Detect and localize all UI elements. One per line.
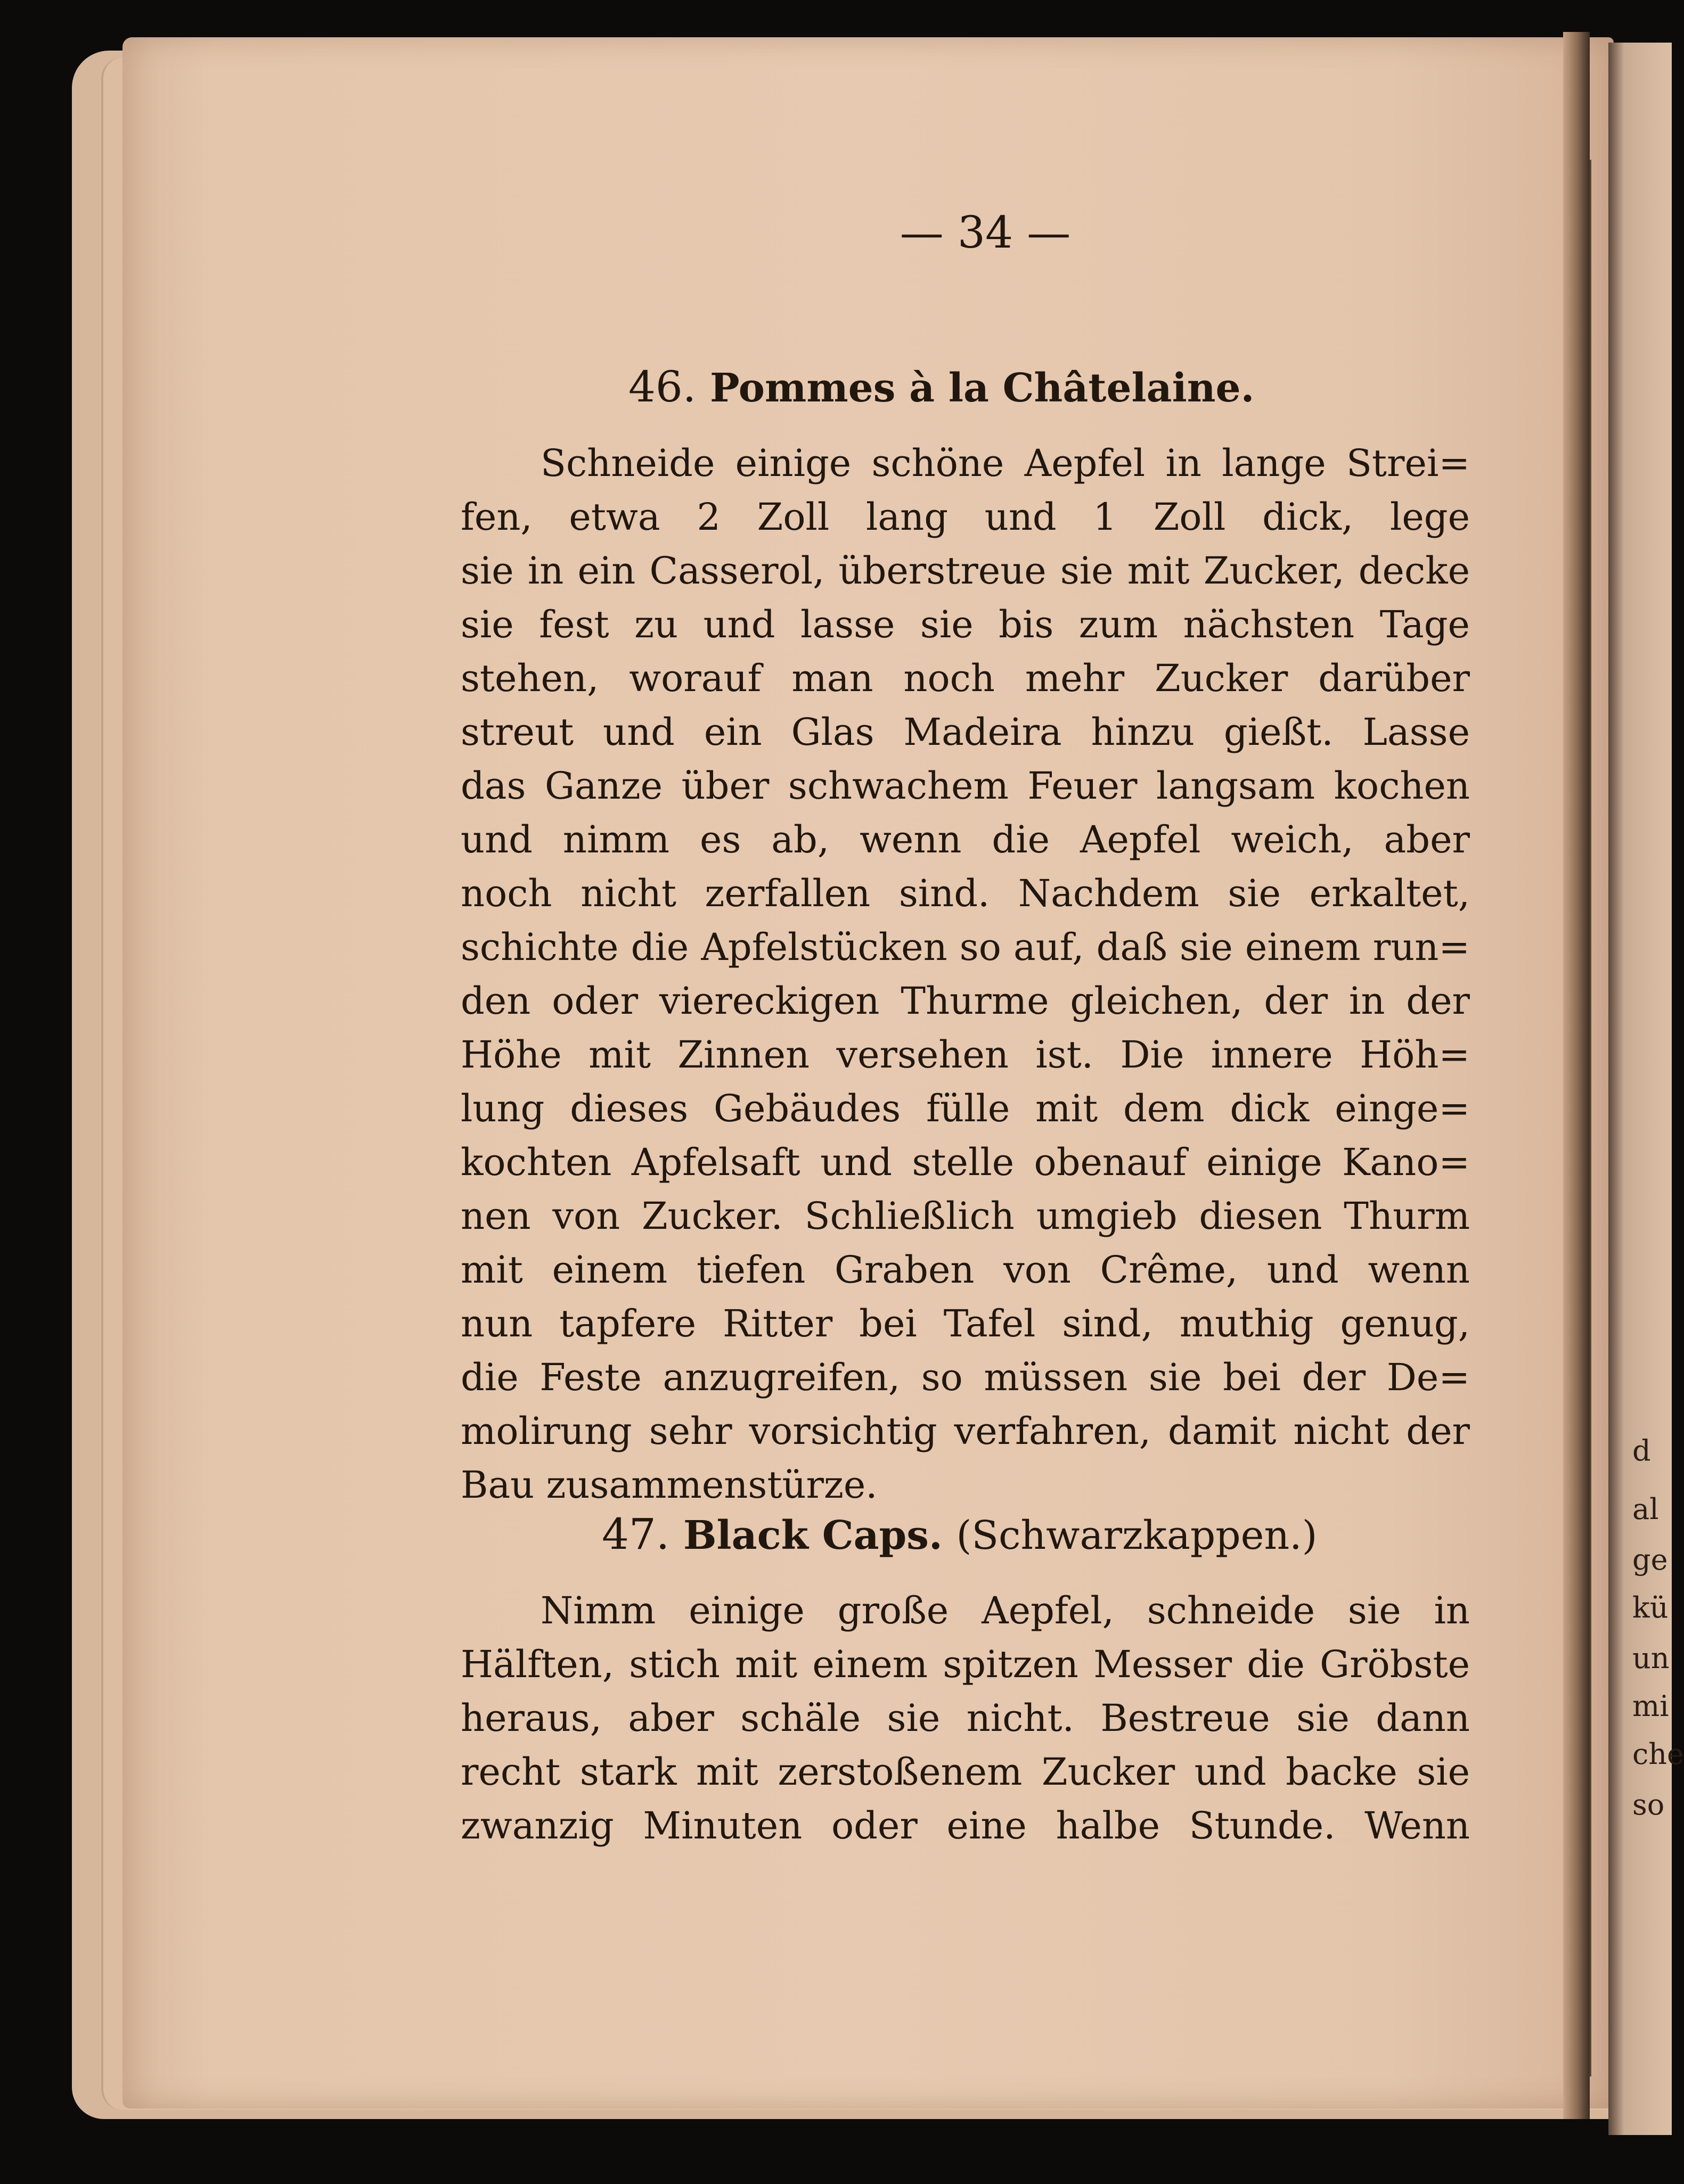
adjacent-page-fragment: al (1632, 1492, 1659, 1526)
recipe-46-line: Schneide einige schöne Aepfel in lange Strei= (541, 441, 1470, 485)
recipe-46-line: schichte die Apfelstücken so auf, daß sie einem run= (461, 925, 1470, 969)
recipe-47-title: Black Caps. (683, 1513, 943, 1558)
recipe-46-line: sie in ein Casserol, überstreue sie mit Zucker, decke (461, 549, 1470, 593)
recipe-46-line: das Ganze über schwachem Feuer langsam kochen (461, 764, 1470, 808)
recipe-46-line: sie fest zu und lasse sie bis zum nächsten Tage (461, 603, 1470, 646)
recipe-46-line: den oder viereckigen Thurme gleichen, der in der (461, 979, 1470, 1023)
recipe-46-line: Höhe mit Zinnen versehen ist. Die innere Höh= (461, 1033, 1470, 1077)
recipe-47-line: Hälften, stich mit einem spitzen Messer die Gröbste (461, 1643, 1470, 1686)
gutter-line (1590, 160, 1591, 2076)
recipe-46-line: stehen, worauf man noch mehr Zucker darüber (461, 656, 1470, 700)
recipe-46-line: kochten Apfelsaft und stelle obenauf einige Kano= (461, 1140, 1470, 1184)
recipe-46-line: nen von Zucker. Schließlich umgieb diesen Thurm (461, 1194, 1470, 1238)
recipe-47-heading (602, 1509, 1318, 1559)
recipe-46-line: noch nicht zerfallen sind. Nachdem sie erkaltet, (461, 872, 1470, 915)
recipe-46-line: die Feste anzugreifen, so müssen sie bei der De= (461, 1356, 1470, 1399)
adjacent-page-fragment: ge (1632, 1543, 1668, 1577)
recipe-46-line: nun tapfere Ritter bei Tafel sind, muthig genug, (461, 1302, 1470, 1345)
recipe-46-line: lung dieses Gebäudes fülle mit dem dick einge= (461, 1087, 1470, 1130)
recipe-46-line: mit einem tiefen Graben von Crême, und wenn (461, 1248, 1470, 1292)
adjacent-page-fragment: kü (1632, 1591, 1669, 1624)
recipe-46-title: Pommes à la Châtelaine. (710, 365, 1255, 411)
recipe-47-subtitle: (Schwarzkappen.) (956, 1513, 1318, 1558)
adjacent-page-fragment: d (1632, 1434, 1651, 1467)
recipe-47-line: zwanzig Minuten oder eine halbe Stunde. Wenn (461, 1804, 1470, 1848)
page-number: — 34 — (900, 208, 1071, 258)
adjacent-page-fragment: un (1632, 1641, 1670, 1675)
adjacent-page-fragment: so (1632, 1788, 1665, 1821)
recipe-46-line: molirung sehr vorsichtig verfahren, damit nicht der (461, 1409, 1470, 1453)
recipe-46-line: fen, etwa 2 Zoll lang und 1 Zoll dick, lege (461, 495, 1470, 539)
recipe-47-line: Nimm einige große Aepfel, schneide sie in (541, 1589, 1470, 1632)
recipe-47-line: heraus, aber schäle sie nicht. Bestreue sie dann (461, 1696, 1470, 1740)
recipe-46-number: 46. (628, 362, 697, 412)
recipe-46-line: und nimm es ab, wenn die Aepfel weich, aber (461, 818, 1470, 861)
book-gutter (1563, 32, 1590, 2119)
recipe-47-number: 47. (602, 1509, 670, 1559)
adjacent-page-fragment: mi (1632, 1689, 1669, 1723)
recipe-46-line: Bau zusammenstürze. (461, 1463, 878, 1507)
recipe-46-line: streut und ein Glas Madeira hinzu gießt. Lasse (461, 710, 1470, 754)
recipe-47-line: recht stark mit zerstoßenem Zucker und backe sie (461, 1750, 1470, 1794)
adjacent-page-fragment: che (1632, 1737, 1684, 1771)
recipe-46-heading (628, 362, 1254, 412)
